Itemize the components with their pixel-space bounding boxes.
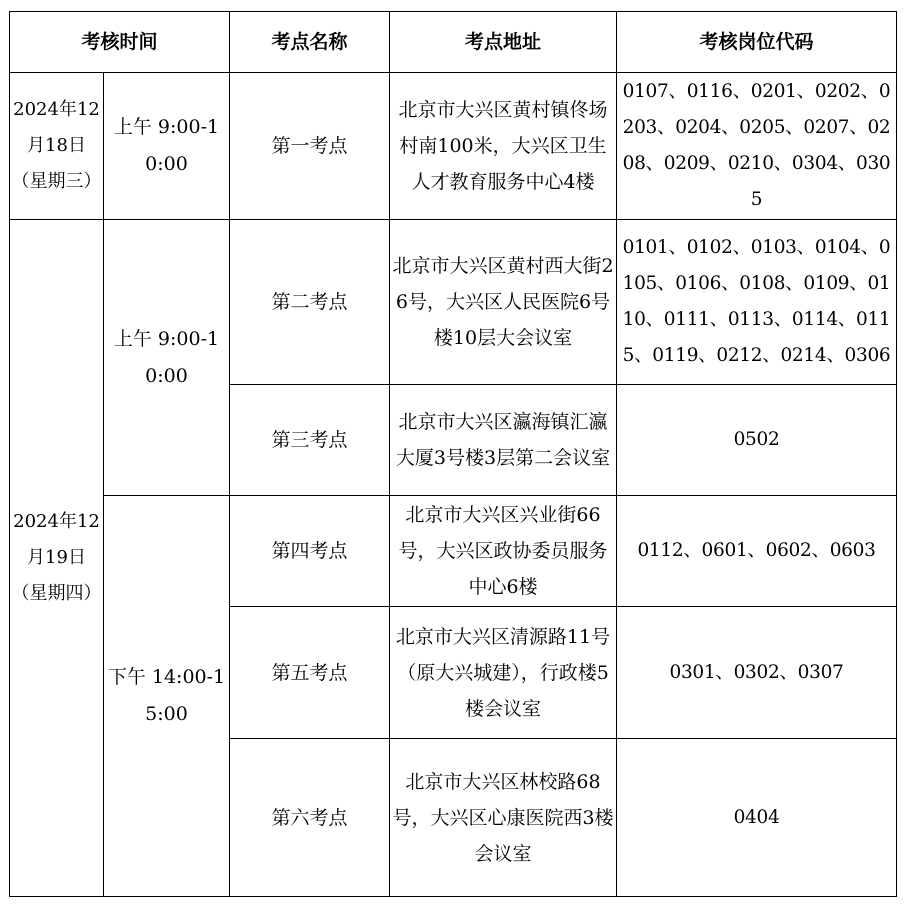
site-name: 第二考点 <box>230 220 390 385</box>
header-row <box>10 12 897 73</box>
site-name: 第一考点 <box>230 73 390 220</box>
site-name: 第三考点 <box>230 385 390 496</box>
job-codes: 0404 <box>617 739 897 897</box>
site-address: 北京市大兴区黄村镇佟场村南100米，大兴区卫生人才教育服务中心4楼 <box>390 73 617 220</box>
job-codes: 0502 <box>617 385 897 496</box>
site-name: 第六考点 <box>230 739 390 897</box>
site-address: 北京市大兴区黄村西大街26号，大兴区人民医院6号楼10层大会议室 <box>390 220 617 385</box>
exam-period: 上午 9:00-10:00 <box>104 73 230 220</box>
header-job-codes: 考核岗位代码 <box>617 12 897 73</box>
header-time: 考核时间 <box>10 12 230 73</box>
site-address: 北京市大兴区瀛海镇汇瀛大厦3号楼3层第二会议室 <box>390 385 617 496</box>
site-address: 北京市大兴区林校路68号，大兴区心康医院西3楼会议室 <box>390 739 617 897</box>
exam-period: 上午 9:00-10:00 <box>104 220 230 496</box>
table-row <box>10 73 897 220</box>
exam-date: 2024年12月19日（星期四） <box>10 220 104 897</box>
job-codes: 0112、0601、0602、0603 <box>617 496 897 607</box>
exam-period: 下午 14:00-15:00 <box>104 496 230 897</box>
job-codes: 0301、0302、0307 <box>617 607 897 739</box>
exam-date: 2024年12月18日（星期三） <box>10 73 104 220</box>
table-row <box>10 496 897 607</box>
exam-schedule-table <box>9 11 897 897</box>
header-site-name: 考点名称 <box>230 12 390 73</box>
site-name: 第四考点 <box>230 496 390 607</box>
header-site-address: 考点地址 <box>390 12 617 73</box>
site-address: 北京市大兴区清源路11号（原大兴城建），行政楼5楼会议室 <box>390 607 617 739</box>
job-codes: 0101、0102、0103、0104、0105、0106、0108、0109、0110、0111、0113、0114、0115、0119、0212、0214、0306 <box>617 220 897 385</box>
table-row <box>10 220 897 385</box>
job-codes: 0107、0116、0201、0202、0203、0204、0205、0207、0208、0209、0210、0304、0305 <box>617 73 897 220</box>
site-address: 北京市大兴区兴业街66号，大兴区政协委员服务中心6楼 <box>390 496 617 607</box>
site-name: 第五考点 <box>230 607 390 739</box>
